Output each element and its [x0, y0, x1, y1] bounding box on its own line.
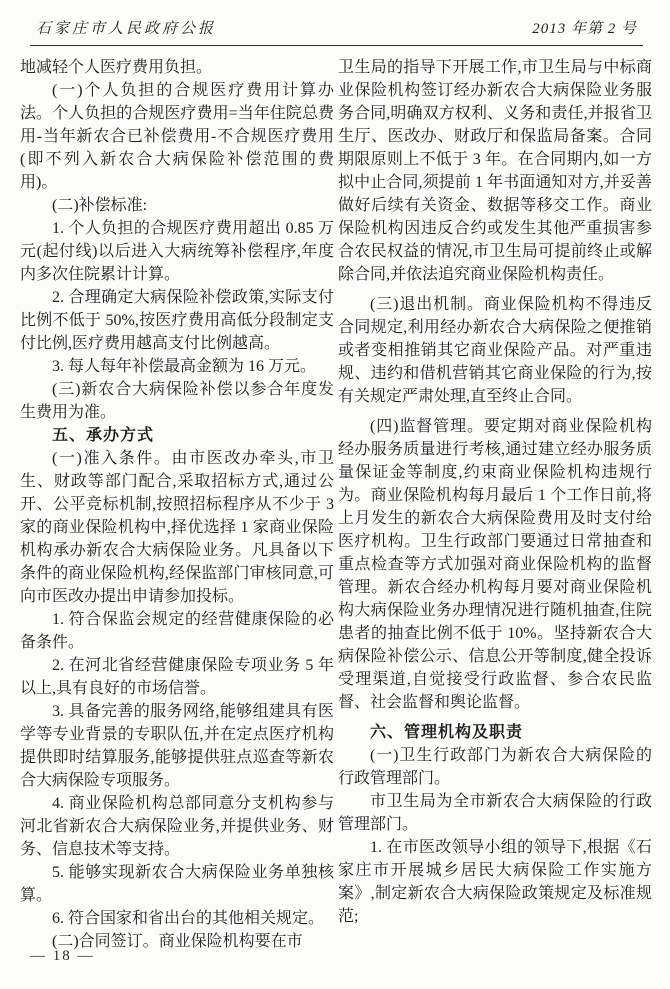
paragraph: 6. 符合国家和省出台的其他相关规定。 — [52, 910, 325, 927]
header-rule — [30, 45, 643, 46]
paragraph: 2. 在河北省经营健康保险专项业务 5 年以上,具有良好的市场信誉。 — [20, 657, 334, 697]
paragraph: 4. 商业保险机构总部同意分支机构参与河北省新农合大病保险业务,并提供业务、财务、信息技术等支持。 — [20, 795, 334, 858]
section-heading-6: 六、管理机构及职责 — [370, 724, 524, 741]
paragraph: 卫生局的指导下开展工作,市卫生局与中标商业保险机构签订经办新农合大病保险业务服务合同,明确双方权利、义务和责任,并报省卫生厅、医改办、财政厅和保监局备案。合同期限原则上不低于 3 年。在合同期内,如一方拟中止合同,须提前 1 年书面通知对方,并妥善做好后续有关资金、数据等移交工作。商业保险机构因违反合约或发生其他严重损害参合农民权益的情况,市卫生局可提前终止或解除合同,并依法追究商业保险机构责任。 — [338, 59, 652, 283]
paragraph: (三)新农合大病保险补偿以参合年度发生费用为准。 — [20, 381, 334, 421]
paragraph: 地减轻个人医疗费用负担。 — [20, 59, 213, 76]
paragraph: (一)卫生行政部门为新农合大病保险的行政管理部门。 — [338, 747, 652, 787]
paragraph: 1. 个人负担的合规医疗费用超出 0.85 万元(起付线)以后进入大病统筹补偿程序,年度内多次住院累计计算。 — [20, 220, 334, 283]
paragraph: (一)准入条件。由市医改办牵头,市卫生、财政等部门配合,采取招标方式,通过公开、公平竞标机制,按照招标程序从不少于 3 家的商业保险机构中,择优选择 1 家商业保险机构承办新农合大病保险业务。凡具备以下条件的商业保险机构,经保监部门审核同意,可向市医改办提出申请参加投标。 — [20, 450, 334, 605]
paragraph: (二)合同签订。商业保险机构要在市 — [52, 933, 303, 950]
paragraph: (二)补偿标准: — [52, 197, 148, 214]
paragraph: (三)退出机制。商业保险机构不得违反合同规定,利用经办新农合大病保险之便推销或者变相推销其它商业保险产品。对严重违规、违约和借机营销其它商业保险的行为,按有关规定严肃处理,直至终止合同。 — [338, 296, 652, 405]
paragraph: (一)个人负担的合规医疗费用计算办法。个人负担的合规医疗费用=当年住院总费用-当年新农合已补偿费用-不合规医疗费用(即不列入新农合大病保险补偿范围的费用)。 — [20, 82, 334, 191]
publication-title: 石家庄市人民政府公报 — [36, 21, 217, 37]
paragraph: 1. 在市医改领导小组的领导下,根据《石家庄市开展城乡居民大病保险工作实施方案》,制定新农合大病保险政策规定及标准规范; — [338, 839, 652, 925]
right-column — [338, 56, 652, 928]
paragraph: 5. 能够实现新农合大病保险业务单独核算。 — [20, 864, 334, 904]
issue-number: 2013 年第 2 号 — [532, 21, 637, 37]
paragraph: 3. 具备完善的服务网络,能够组建具有医学等专业背景的专职队伍,并在定点医疗机构提供即时结算服务,能够提供驻点巡查等新农合大病保险专项服务。 — [20, 703, 334, 789]
page-number: — 18 — — [30, 948, 95, 964]
paragraph: (四)监督管理。要定期对商业保险机构经办服务质量进行考核,通过建立经办服务质量保证金等制度,约束商业保险机构违规行为。商业保险机构每月最后 1 个工作日前,将上月发生的新农合大病保险费用及时支付给医疗机构。卫生行政部门要通过日常抽查和重点检查等方式加强对商业保险机构的监督管理。新农合经办机构每月要对商业保险机构大病保险业务办理情况进行随机抽查,住院患者的抽查比例不低于 10%。坚持新农合大病保险补偿公示、信息公开等制度,健全投诉受理渠道,自觉接受行政监督、参合农民监督、社会监督和舆论监督。 — [338, 418, 652, 711]
paragraph: 2. 合理确定大病保险补偿政策,实际支付比例不低于 50%,按医疗费用高低分段制定支付比例,医疗费用越高支付比例越高。 — [20, 289, 334, 352]
left-column — [20, 56, 334, 953]
paragraph: 市卫生局为全市新农合大病保险的行政管理部门。 — [338, 793, 652, 833]
paragraph: 1. 符合保监会规定的经营健康保险的必备条件。 — [20, 611, 334, 651]
section-heading-5: 五、承办方式 — [52, 427, 155, 444]
paragraph: 3. 每人每年补偿最高金额为 16 万元。 — [52, 358, 317, 375]
